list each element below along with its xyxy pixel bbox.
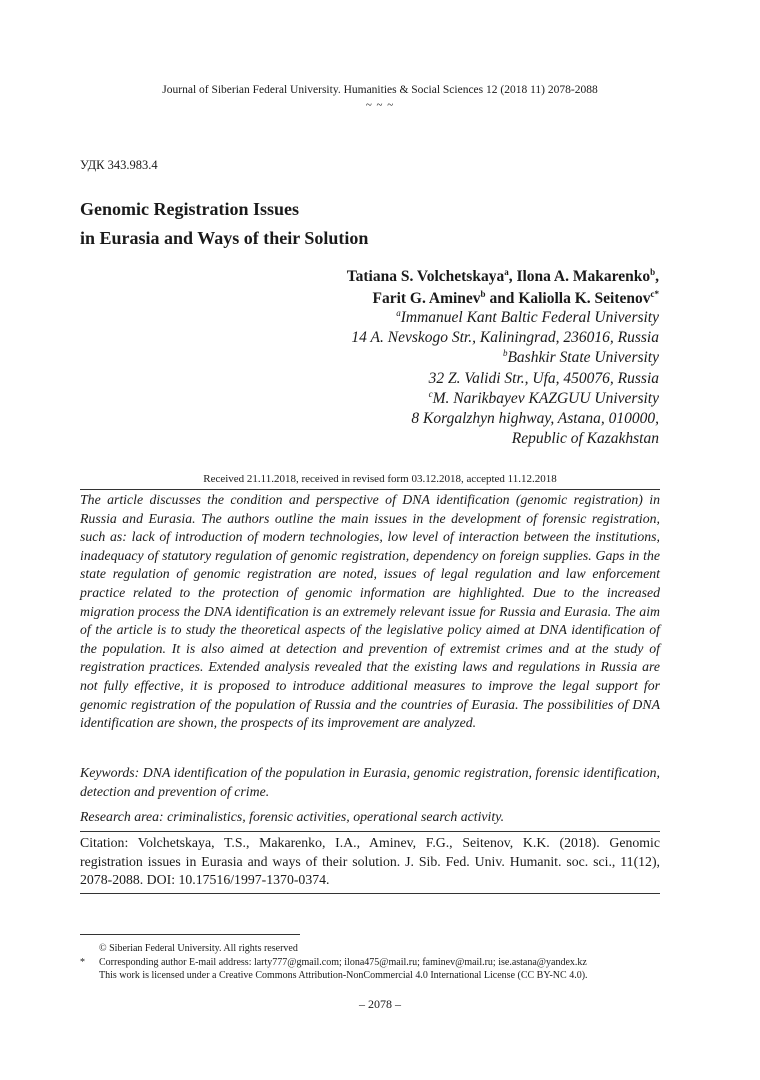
citation: Citation: Volchetskaya, T.S., Makarenko, I.A., Aminev, F.G., Seitenov, K.K. (2018). Genomic registration issues in Eurasia and ways of their solution. J. Sib. Fed. Univ. Humanit. soc. sci., 11(12), 2078-2088. DOI: 10.17516/1997-1370-0374. (80, 835, 660, 888)
keywords: Keywords: DNA identification of the population in Eurasia, genomic registration, forensic identification, detection and prevention of crime. (80, 765, 660, 799)
affiliation-text: Bashkir State University (507, 349, 659, 367)
footnote-license (80, 969, 672, 983)
header-separator: ~ ~ ~ (365, 99, 395, 111)
affiliation-text: 14 A. Nevskogo Str., Kaliningrad, 236016, Russia (351, 329, 659, 347)
footnotes (80, 942, 672, 983)
author-list (347, 266, 659, 310)
authors-line-2 (347, 288, 659, 310)
authors-line-1 (347, 266, 659, 288)
author-affil-mark: b (480, 288, 486, 299)
abstract-top-rule (80, 489, 660, 490)
corresponding-text: Corresponding author E-mail address: larty777@gmail.com; ilona475@mail.ru; faminev@mail.ru; ise.astana@yandex.kz (99, 956, 587, 968)
affiliation-line (351, 389, 659, 409)
author-affil-mark: a (504, 266, 509, 277)
affiliation-mark: a (396, 307, 401, 318)
license-text: This work is licensed under a Creative Commons Attribution-NonCommercial 4.0 International License (CC BY-NC 4.0). (99, 970, 588, 981)
copyright-text: © Siberian Federal University. All rights reserved (99, 943, 298, 954)
affiliation-mark: b (502, 348, 508, 359)
received-dates: Received 21.11.2018, received in revised form 03.12.2018, accepted 11.12.2018 (203, 473, 557, 485)
udk-code: УДК 343.983.4 (80, 158, 158, 172)
title-line-2: in Eurasia and Ways of their Solution (80, 228, 369, 248)
affiliation-text: Republic of Kazakhstan (511, 430, 659, 448)
affiliation-line (351, 429, 659, 449)
footnote-rule (80, 934, 300, 935)
page-number: – 2078 – (359, 997, 401, 1011)
affiliation-line (351, 348, 659, 368)
author-name: Tatiana S. Volchetskaya (346, 268, 505, 285)
affiliation-text: 8 Korgalzhyn highway, Astana, 010000, (411, 410, 659, 428)
footnote-corresponding (80, 956, 672, 970)
affiliation-mark: c (428, 388, 433, 399)
author-name: Farit G. Aminev (372, 290, 481, 307)
affiliation-text: M. Narikbayev KAZGUU University (432, 389, 659, 407)
corresponding-star: * (654, 288, 659, 299)
abstract: The article discusses the condition and perspective of DNA identification (genomic registration) in Russia and Eurasia. The authors outline the main issues in the development of forensic registration, such as: lack of introduction of modern technologies, low level of interaction between the institutions, inadequacy of statutory regulation of genomic registration, dependency on foreign supplies. Gaps in the state regulation of genomic registration are noted, issues of legal regulation and law enforcement practice related to the protection of genomic information are highlighted. Due to the increased migration process the DNA identification is an extremely relevant issue for Russia and Eurasia. The aim of the article is to study the theoretical aspects of the legislative policy aimed at DNA identification of the population. It is also aimed at detection and prevention of extremist crimes and at the study of registration practices. Extended analysis revealed that the existing laws and regulations in Russia are not fully effective, it is proposed to introduce additional measures to improve the legal support for genomic registration of the population of Russia and the countries of Eurasia. The possibilities of DNA identification are shown, the prospects of its improvement are analyzed. (80, 492, 660, 731)
affiliation-text: Immanuel Kant Baltic Federal University (400, 309, 659, 326)
title-line-1: Genomic Registration Issues (80, 199, 299, 219)
affiliation-line (351, 369, 659, 389)
author-separator: , (655, 268, 659, 285)
affiliation-line (351, 409, 659, 429)
footnote-star: * (80, 956, 85, 968)
author-name: Ilona A. Makarenko (516, 268, 651, 285)
author-separator: , (508, 268, 517, 285)
author-affil-mark: b (650, 266, 656, 277)
affiliation-line (351, 328, 659, 348)
affiliation-text: 32 Z. Validi Str., Ufa, 450076, Russia (428, 369, 659, 387)
citation-bottom-rule (80, 893, 660, 894)
footnote-copyright (80, 942, 672, 956)
citation-top-rule (80, 831, 660, 832)
author-affil-mark: c (650, 288, 655, 299)
research-area: Research area: criminalistics, forensic activities, operational search activity. (80, 809, 505, 824)
author-name: Kaliolla K. Seitenov (518, 290, 651, 307)
affiliations (351, 308, 659, 449)
journal-header: Journal of Siberian Federal University. Humanities & Social Sciences 12 (2018 11) 2078-2088 (162, 84, 598, 96)
article-title (80, 195, 368, 253)
affiliation-line (351, 308, 659, 328)
author-separator: and (485, 290, 519, 307)
